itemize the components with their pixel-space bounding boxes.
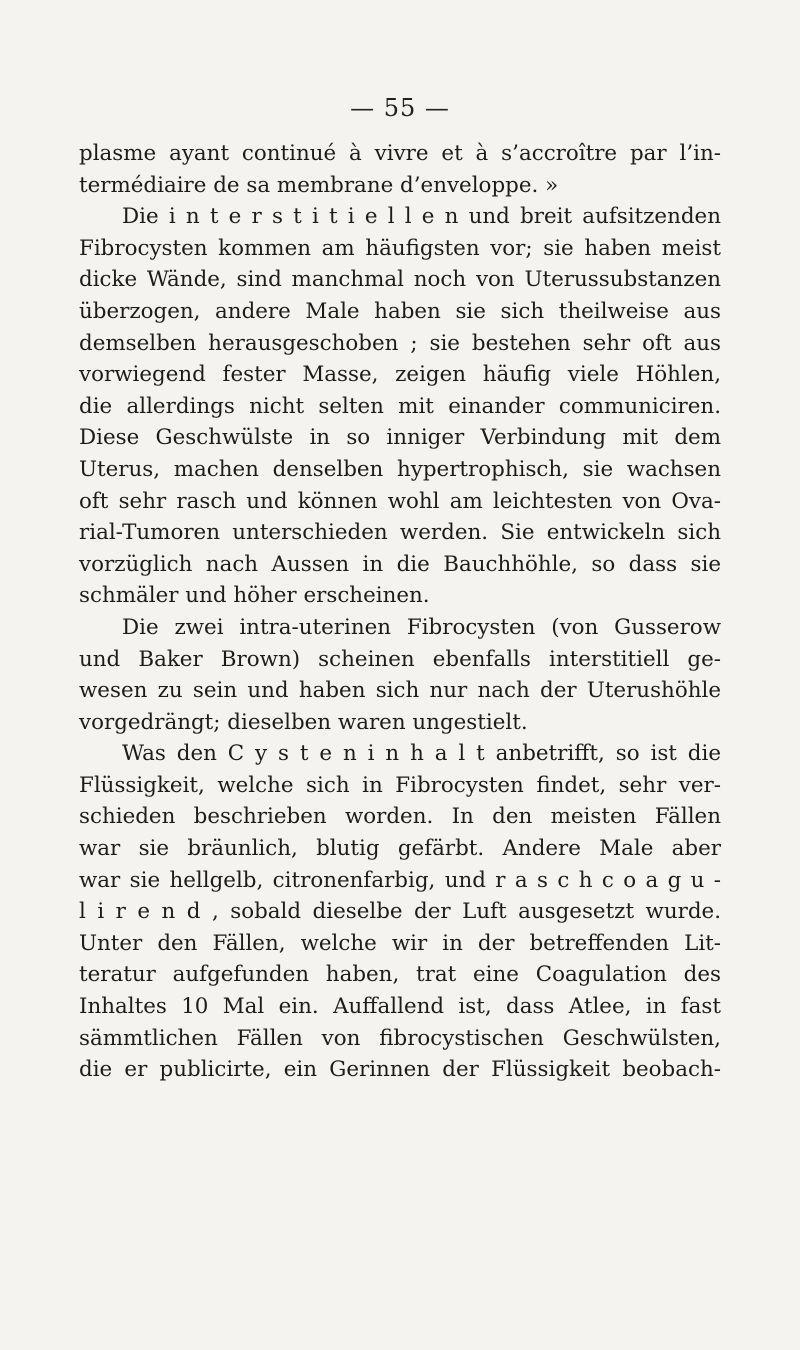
text-line: Flüssigkeit, welche sich in Fibrocysten findet, sehr ver- [79, 772, 721, 798]
text-line: schmäler und höher erscheinen. [79, 583, 430, 609]
text-line: l i r e n d , sobald dieselbe der Luft ausgesetzt wurde. [79, 899, 721, 925]
text-line: Diese Geschwülste in so inniger Verbindung mit dem [79, 425, 721, 451]
text-line: sämmtlichen Fällen von fibrocystischen Geschwülsten, [79, 1025, 721, 1051]
text-line: vorgedrängt; dieselben waren ungestielt. [79, 709, 528, 735]
text-line: plasme ayant continué à vivre et à s’accroître par l’in- [79, 141, 721, 166]
text-line: vorzüglich nach Aussen in die Bauchhöhle, so dass sie [79, 551, 721, 577]
body-text [79, 138, 721, 1086]
text-line: Uterus, machen denselben hypertrophisch, sie wachsen [79, 456, 721, 482]
text-line: Fibrocysten kommen am häufigsten vor; sie haben meist [79, 235, 721, 261]
text-line: überzogen, andere Male haben sie sich theilweise aus [79, 298, 721, 324]
text-line: Unter den Fällen, welche wir in der betreffenden Lit- [79, 930, 721, 956]
text-line: teratur aufgefunden haben, trat eine Coagulation des [79, 962, 721, 988]
text-line: demselben herausgeschoben ; sie bestehen sehr oft aus [79, 330, 721, 356]
text-line: termédiaire de sa membrane d’enveloppe. » [79, 172, 559, 198]
text-line: dicke Wände, sind manchmal noch von Uterussubstanzen [79, 267, 721, 293]
text-line: wesen zu sein und haben sich nur nach der Uterushöhle [79, 678, 721, 704]
text-line: Die i n t e r s t i t i e l l e n und breit aufsitzenden [122, 204, 721, 230]
text-line: schieden beschrieben worden. In den meisten Fällen [79, 804, 721, 830]
text-line: vorwiegend fester Masse, zeigen häufig viele Höhlen, [79, 362, 721, 388]
page-number: — 55 — [350, 94, 450, 122]
text-line: war sie hellgelb, citronenfarbig, und r a s c h c o a g u - [79, 867, 721, 893]
text-line: die er publicirte, ein Gerinnen der Flüssigkeit beobach- [79, 1057, 721, 1083]
text-line: die allerdings nicht selten mit einander communiciren. [79, 393, 721, 419]
text-line: Inhaltes 10 Mal ein. Auffallend ist, dass Atlee, in fast [79, 994, 721, 1020]
text-line: rial-Tumoren unterschieden werden. Sie entwickeln sich [79, 520, 721, 546]
text-line: Was den C y s t e n i n h a l t anbetrifft, so ist die [122, 741, 721, 767]
text-line: Die zwei intra-uterinen Fibrocysten (von Gusserow [122, 614, 721, 640]
text-line: war sie bräunlich, blutig gefärbt. Andere Male aber [79, 836, 721, 862]
text-line: und Baker Brown) scheinen ebenfalls interstitiell ge- [79, 646, 721, 672]
text-line: oft sehr rasch und können wohl am leichtesten von Ova- [79, 488, 721, 514]
